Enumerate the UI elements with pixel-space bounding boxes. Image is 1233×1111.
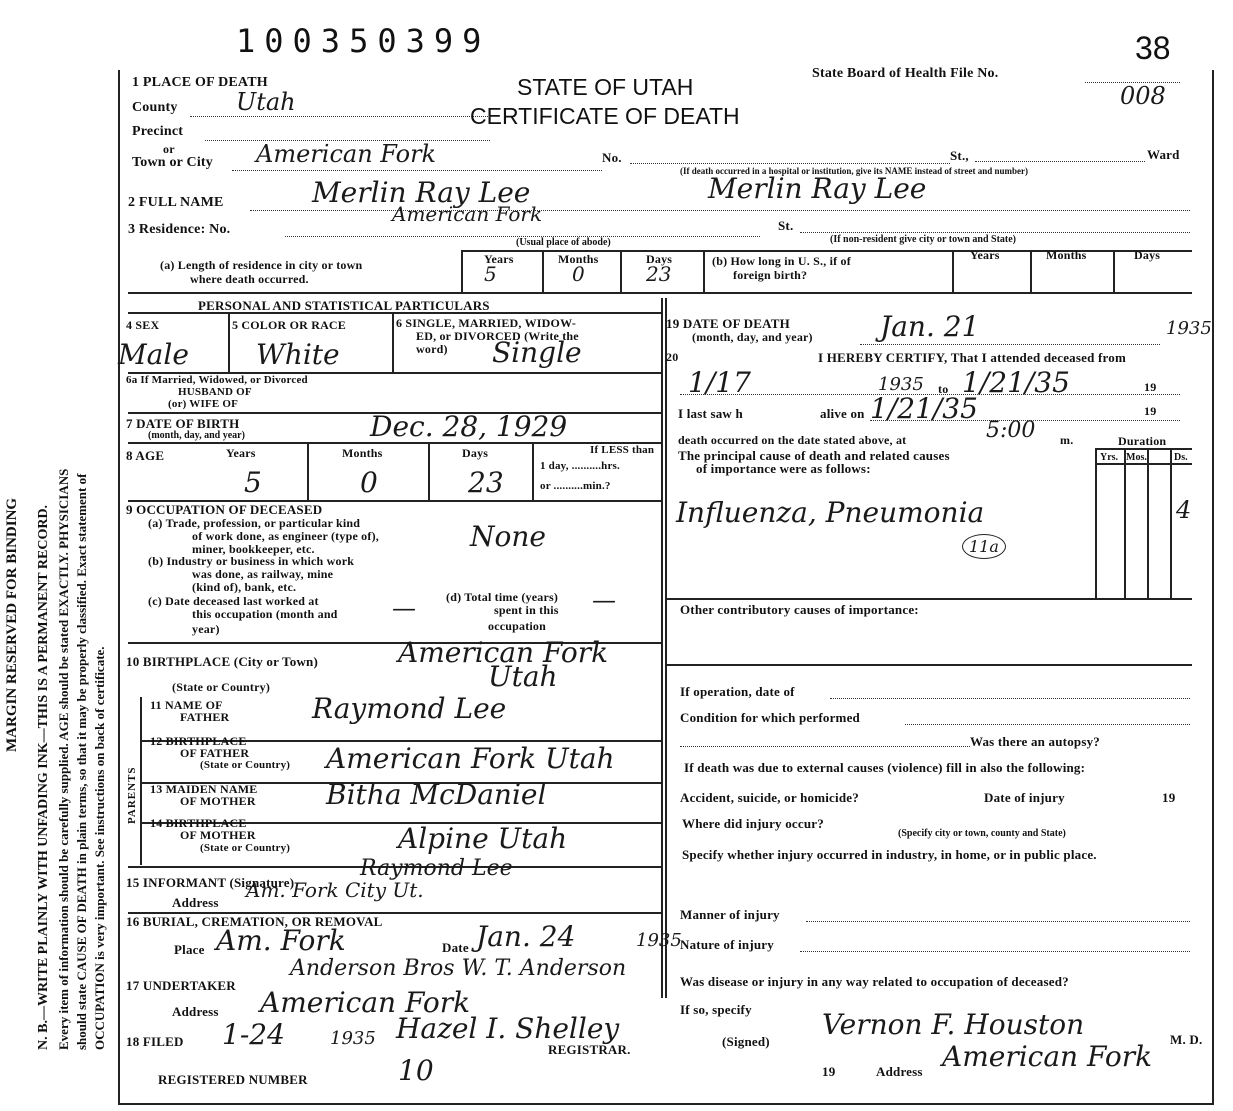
death-time-unit: m. — [1060, 433, 1074, 447]
occ-b-1: (b) Industry or business in which work — [148, 554, 355, 568]
age-days-value: 23 — [468, 466, 504, 499]
other-causes-label: Other contributory causes of importance: — [680, 602, 919, 617]
birth-date-label: 7 DATE OF BIRTH — [126, 416, 240, 431]
less-than-label-3: or ..........min.? — [540, 480, 611, 492]
birthplace-label: 10 BIRTHPLACE (City or Town) — [126, 654, 318, 669]
full-name-value-2: Merlin Ray Lee — [708, 172, 927, 205]
last-saw-year: 19 — [1144, 404, 1157, 418]
marital-value: Single — [492, 336, 582, 369]
occ-c-1: (c) Date deceased last worked at — [148, 594, 319, 608]
mother-birthplace-label-3: (State or Country) — [200, 842, 291, 854]
margin-warning: N. B.—WRITE PLAINLY WITH UNFADING INK—THIS IS A PERMANENT RECORD. — [36, 504, 51, 1050]
death-date-label: 19 DATE OF DEATH — [666, 316, 790, 331]
margin-binding-note: MARGIN RESERVED FOR BINDING — [4, 497, 20, 752]
precinct-label: Precinct — [132, 124, 184, 139]
personal-section-title: PERSONAL AND STATISTICAL PARTICULARS — [198, 298, 490, 313]
injury-date-year: 19 — [1162, 790, 1176, 805]
occupation-value: None — [470, 520, 546, 553]
age-days-label: Days — [462, 446, 489, 460]
spouse-label-1: 6a If Married, Widowed, or Divorced — [126, 374, 308, 386]
signed-year: 19 — [822, 1064, 836, 1079]
registered-number-value: 10 — [398, 1054, 434, 1087]
birthplace-state-label: (State or Country) — [172, 680, 271, 694]
mother-value: Bitha McDaniel — [326, 778, 547, 811]
birthplace-state-value: Utah — [488, 660, 558, 693]
duration-label: Duration — [1118, 434, 1167, 448]
filed-date-value: 1-24 — [222, 1018, 285, 1051]
residence-label: 3 Residence: No. — [128, 222, 231, 237]
certify-text: I HEREBY CERTIFY, That I attended deceased from — [818, 350, 1126, 365]
cause-code-value: 11a — [962, 534, 1006, 559]
occ-d-3: occupation — [488, 619, 547, 633]
undertaker-address-label: Address — [172, 1004, 219, 1019]
informant-address-value: Am. Fork City Ut. — [246, 878, 424, 902]
last-saw-value: 1/21/35 — [870, 392, 978, 425]
res-years-col: Years — [484, 252, 514, 266]
last-saw-label: I last saw h — [678, 406, 743, 421]
res-years-value: 5 — [484, 262, 497, 286]
cause-days-value: 4 — [1176, 496, 1192, 524]
occ-c-value: — — [392, 594, 416, 622]
occ-d-1: (d) Total time (years) — [446, 590, 559, 604]
age-years-value: 5 — [244, 466, 262, 499]
informant-value: Raymond Lee — [360, 856, 513, 881]
length-residence-label: (a) Length of residence in city or town — [160, 258, 363, 272]
informant-address-label: Address — [172, 895, 219, 910]
burial-date-value: Jan. 24 — [476, 920, 576, 953]
father-birthplace-label-3: (State or Country) — [200, 759, 291, 771]
occupation-related-label: Was disease or injury in any way related to occupation of deceased? — [680, 974, 1069, 989]
us-months-col: Months — [1046, 248, 1087, 262]
occ-d-value: — — [592, 586, 616, 614]
certificate-title: CERTIFICATE OF DEATH — [470, 103, 740, 129]
full-name-value-1: Merlin Ray Lee — [312, 176, 531, 209]
hospital-note: (If death occurred in a hospital or institution, give its NAME instead of street and number) — [680, 166, 1029, 176]
duration-months-col: Mos. — [1126, 452, 1147, 463]
place-of-death-label: 1 PLACE OF DEATH — [132, 75, 268, 90]
or-label: or — [163, 142, 175, 156]
residence-value: American Fork — [392, 202, 543, 226]
town-value: American Fork — [256, 140, 437, 168]
physician-address-value: American Fork — [942, 1040, 1153, 1073]
us-residence-sublabel: foreign birth? — [733, 268, 808, 282]
occ-a-3: miner, bookkeeper, etc. — [192, 542, 315, 556]
death-time-value: 5:00 — [986, 418, 1036, 443]
town-label: Town or City — [132, 155, 213, 170]
father-birthplace-value: American Fork Utah — [326, 742, 615, 775]
death-date-year: 1935 — [1166, 318, 1212, 339]
age-years-label: Years — [226, 446, 256, 460]
color-value: White — [256, 338, 340, 371]
father-label-1: 11 NAME OF — [150, 698, 223, 712]
condition-label: Condition for which performed — [680, 710, 860, 725]
margin-instructions-1: Every item of information should be carefully supplied. AGE should be stated EXACTLY. PHYSICIANS — [56, 468, 71, 1050]
mother-birthplace-value: Alpine Utah — [398, 822, 568, 855]
length-residence-sublabel: where death occurred. — [190, 272, 309, 286]
attended-to-label: to — [938, 382, 949, 396]
undertaker-address-value: American Fork — [260, 986, 471, 1019]
undertaker-value: Anderson Bros W. T. Anderson — [290, 956, 627, 981]
burial-place-value: Am. Fork — [216, 924, 346, 957]
less-than-label-2: 1 day, ..........hrs. — [540, 460, 620, 472]
certify-number: 20 — [666, 350, 679, 364]
mother-birthplace-label-2: OF MOTHER — [180, 828, 256, 842]
md-label: M. D. — [1170, 1032, 1203, 1047]
parents-side-label: PARENTS — [126, 766, 138, 824]
us-years-col: Years — [970, 248, 1000, 262]
physician-signature: Vernon F. Houston — [822, 1008, 1085, 1041]
us-days-col: Days — [1134, 248, 1161, 262]
attended-to-value: 1/21/35 — [962, 366, 1070, 399]
death-occurred-label: death occurred on the date stated above, at — [678, 433, 907, 447]
father-label-2: FATHER — [180, 710, 230, 724]
occ-c-2: this occupation (month and — [192, 607, 338, 621]
death-date-sublabel: (month, day, and year) — [692, 330, 813, 344]
informant-label: 15 INFORMANT (Signature) — [126, 875, 295, 890]
manner-label: Manner of injury — [680, 907, 780, 922]
res-months-value: 0 — [572, 262, 585, 286]
margin-instructions-2: should state CAUSE OF DEATH in plain terms, so that it may be properly classified. Exact statement of — [74, 473, 89, 1050]
mother-birthplace-label-1: 14 BIRTHPLACE — [150, 816, 247, 830]
where-injury-note: (Specify city or town, county and State) — [898, 828, 1066, 839]
ward-label: Ward — [1147, 147, 1180, 162]
nature-label: Nature of injury — [680, 937, 774, 952]
less-than-label-1: If LESS than — [590, 444, 655, 456]
accident-label: Accident, suicide, or homicide? — [680, 790, 859, 805]
occ-a-2: of work done, as engineer (type of), — [192, 529, 379, 543]
principal-cause-label-2: of importance were as follows: — [696, 461, 871, 476]
burial-label: 16 BURIAL, CREMATION, OR REMOVAL — [126, 914, 383, 929]
color-label: 5 COLOR OR RACE — [232, 318, 347, 332]
marital-label-1: 6 SINGLE, MARRIED, WIDOW- — [396, 316, 577, 330]
operation-label: If operation, date of — [680, 684, 795, 699]
burial-place-label: Place — [174, 942, 205, 957]
age-months-value: 0 — [360, 466, 378, 499]
res-days-col: Days — [646, 252, 673, 266]
occ-d-2: spent in this — [494, 603, 559, 617]
birth-date-value: Dec. 28, 1929 — [370, 410, 568, 443]
file-no-label: State Board of Health File No. — [812, 66, 999, 81]
age-label: 8 AGE — [126, 448, 165, 463]
marital-label-3: word) — [416, 342, 448, 356]
last-saw-label-2: alive on — [820, 406, 865, 421]
registrar-label: REGISTRAR. — [548, 1042, 631, 1057]
marital-label-2: ED, or DIVORCED (Write the — [416, 329, 579, 343]
cause-of-death-value: Influenza, Pneumonia — [676, 496, 985, 529]
file-no-value: 008 — [1120, 82, 1166, 110]
spouse-label-2: HUSBAND OF — [178, 386, 252, 398]
birth-date-sublabel: (month, day, and year) — [148, 430, 245, 441]
father-birthplace-label-1: 12 BIRTHPLACE — [150, 734, 247, 748]
attended-to-year: 19 — [1144, 380, 1157, 394]
no-label: No. — [602, 150, 622, 165]
mother-label-1: 13 MAIDEN NAME — [150, 782, 258, 796]
if-so-label: If so, specify — [680, 1002, 752, 1017]
sex-value: Male — [118, 338, 189, 371]
birthplace-value: American Fork — [398, 636, 609, 669]
county-value: Utah — [236, 88, 296, 116]
registrar-value: Hazel I. Shelley — [396, 1012, 620, 1045]
spouse-label-3: (or) WIFE OF — [168, 398, 239, 410]
mother-label-2: OF MOTHER — [180, 794, 256, 808]
undertaker-label: 17 UNDERTAKER — [126, 978, 236, 993]
physician-address-label: Address — [876, 1064, 923, 1079]
burial-date-label: Date — [442, 940, 469, 955]
registered-number-label: REGISTERED NUMBER — [158, 1072, 308, 1087]
res-days-value: 23 — [646, 262, 672, 286]
death-date-value: Jan. 21 — [880, 310, 980, 343]
residence-st-label: St. — [778, 218, 794, 233]
occupation-label: 9 OCCUPATION OF DECEASED — [126, 502, 323, 517]
duration-years-col: Yrs. — [1100, 452, 1119, 463]
usual-abode-note: (Usual place of abode) — [516, 237, 611, 248]
filed-label: 18 FILED — [126, 1034, 184, 1049]
duration-days-col: Ds. — [1174, 452, 1188, 463]
sex-label: 4 SEX — [126, 318, 160, 332]
occ-b-2: was done, as railway, mine — [192, 567, 334, 581]
injury-date-label: Date of injury — [984, 790, 1065, 805]
occ-b-3: (kind of), bank, etc. — [192, 580, 297, 594]
res-months-col: Months — [558, 252, 599, 266]
attended-from-value: 1/17 — [688, 366, 751, 399]
father-value: Raymond Lee — [312, 692, 507, 725]
full-name-label: 2 FULL NAME — [128, 195, 224, 210]
us-residence-label: (b) How long in U. S., if of — [712, 254, 851, 268]
signed-label: (Signed) — [722, 1034, 770, 1049]
attended-from-year: 1935 — [878, 374, 924, 395]
sheet-number: 38 — [1135, 30, 1171, 66]
serial-number: 100350399 — [236, 22, 491, 60]
father-birthplace-label-2: OF FATHER — [180, 746, 250, 760]
margin-instructions-3: OCCUPATION is very important. See instructions on back of certificate. — [92, 646, 107, 1050]
state-title: STATE OF UTAH — [517, 74, 694, 100]
autopsy-label: Was there an autopsy? — [970, 734, 1101, 749]
specify-injury-label: Specify whether injury occurred in industry, in home, or in public place. — [682, 847, 1097, 862]
nonresident-note: (If non-resident give city or town and State) — [830, 234, 1017, 245]
principal-cause-label-1: The principal cause of death and related causes — [678, 448, 950, 463]
burial-year-value: 1935 — [636, 930, 682, 951]
occ-c-3: year) — [192, 622, 220, 636]
st-label: St., — [950, 148, 969, 163]
occ-a-1: (a) Trade, profession, or particular kind — [148, 516, 361, 530]
filed-year-value: 1935 — [330, 1028, 376, 1049]
county-label: County — [132, 100, 178, 115]
where-injury-label: Where did injury occur? — [682, 816, 824, 831]
age-months-label: Months — [342, 446, 383, 460]
external-causes-label: If death was due to external causes (violence) fill in also the following: — [684, 760, 1086, 775]
